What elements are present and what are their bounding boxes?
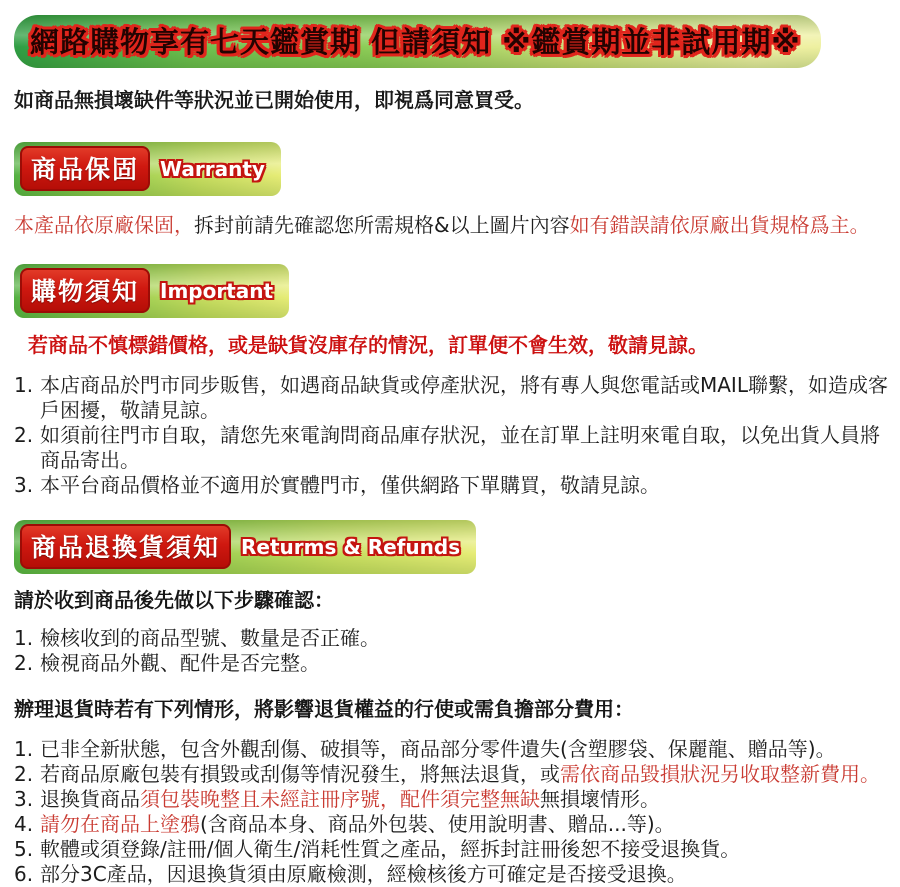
returns-policy-list: [14, 737, 892, 887]
list-item: [14, 473, 892, 498]
list-item: [14, 762, 892, 787]
shopping-notice-section-badge: [14, 264, 289, 318]
warranty-title: 商品保固: [20, 146, 150, 191]
text-segment: 如須前往門市自取，請您先來電詢問商品庫存狀況，並在訂單上註明來電自取，以免出貨人員將商品寄出。: [40, 423, 880, 472]
text-segment: 本平台商品價格並不適用於實體門市，僅供網路下單購買，敬請見諒。: [40, 473, 660, 497]
list-item-number: 1.: [14, 737, 34, 761]
list-item-text: [40, 423, 880, 472]
list-item-number: 3.: [14, 473, 34, 497]
shopping-notice-title: 購物須知: [20, 268, 150, 313]
text-segment: 若商品原廠包裝有損毀或刮傷等情況發生，將無法退貨，或: [40, 762, 560, 786]
list-item-number: 1.: [14, 373, 34, 397]
list-item-text: [40, 626, 380, 650]
text-segment: (含商品本身、商品外包裝、使用說明書、贈品...等)。: [200, 812, 675, 836]
list-item-text: [40, 651, 320, 675]
text-segment: 已非全新狀態，包含外觀刮傷、破損等，商品部分零件遺失(含塑膠袋、保麗龍、贈品等)。: [40, 737, 836, 761]
list-item-number: 4.: [14, 812, 34, 836]
text-segment: 須包裝晚整且未經註冊序號，配件須完整無缺: [140, 787, 540, 811]
warranty-section-badge: [14, 142, 281, 196]
returns-policy-intro: 辦理退貨時若有下列情形，將影響退貨權益的行使或需負擔部分費用：: [14, 697, 634, 721]
list-item-text: [40, 373, 888, 422]
list-item: [14, 787, 892, 812]
list-item-number: 1.: [14, 626, 34, 650]
text-segment: 部分3C產品，因退換貨須由原廠檢測，經檢核後方可確定是否接受退換。: [40, 862, 687, 886]
list-item-text: [40, 812, 675, 836]
list-item-number: 2.: [14, 651, 34, 675]
pricing-error-warning: 若商品不慎標錯價格，或是缺貨沒庫存的情況，訂單便不會生效，敬請見諒。: [28, 333, 708, 357]
list-item: [14, 373, 892, 423]
text-segment: 拆封前請先確認您所需規格&以上圖片內容: [194, 213, 570, 237]
warranty-subtitle: Warranty: [160, 156, 265, 181]
text-segment: 如有錯誤請依原廠出貨規格爲主。: [569, 213, 870, 237]
list-item: [14, 423, 892, 473]
list-item: [14, 626, 892, 651]
text-segment: 軟體或須登錄/註冊/個人衛生/消耗性質之產品，經拆封註冊後恕不接受退換貨。: [40, 837, 741, 861]
text-segment: 需依商品毀損狀況另收取整新費用。: [560, 762, 880, 786]
warranty-statement: [14, 213, 890, 238]
list-item-number: 5.: [14, 837, 34, 861]
list-item-text: [40, 837, 740, 861]
list-item: [14, 837, 892, 862]
list-item-text: [40, 762, 880, 786]
list-item-number: 6.: [14, 862, 34, 886]
list-item-number: 2.: [14, 423, 34, 447]
list-item-text: [40, 473, 660, 497]
text-segment: 本店商品於門市同步販售，如遇商品缺貨或停產狀況，將有專人與您電話或MAIL聯繫，如造成客戶困擾，敬請見諒。: [40, 373, 888, 422]
shopping-notice-list: [14, 373, 892, 498]
list-item-number: 2.: [14, 762, 34, 786]
shopping-notice-subtitle: Important: [160, 278, 274, 303]
list-item: [14, 737, 892, 762]
list-item-text: [40, 787, 660, 811]
list-item-number: 3.: [14, 787, 34, 811]
list-item-text: [40, 862, 687, 886]
list-item-text: [40, 737, 836, 761]
list-item: [14, 651, 892, 676]
text-segment: 無損壞情形。: [540, 787, 660, 811]
text-segment: 退換貨商品: [40, 787, 140, 811]
returns-check-list: [14, 626, 892, 676]
list-item: [14, 812, 892, 837]
text-segment: 檢核收到的商品型號、數量是否正確。: [40, 626, 380, 650]
returns-section-badge: [14, 520, 476, 574]
text-segment: 本產品依原廠保固，: [14, 213, 194, 237]
returns-subtitle: Returms & Refunds: [241, 534, 461, 559]
text-segment: 檢視商品外觀、配件是否完整。: [40, 651, 320, 675]
returns-title: 商品退換貨須知: [20, 524, 231, 569]
seven-day-trial-banner: 網路購物享有七天鑑賞期 但請須知 ※鑑賞期並非試用期※: [14, 15, 821, 68]
usage-agreement-text: 如商品無損壞缺件等狀況並已開始使用，即視爲同意買受。: [14, 88, 534, 112]
text-segment: 請勿在商品上塗鴉: [40, 812, 200, 836]
list-item: [14, 862, 892, 887]
returns-check-intro: 請於收到商品後先做以下步驟確認：: [14, 588, 334, 612]
